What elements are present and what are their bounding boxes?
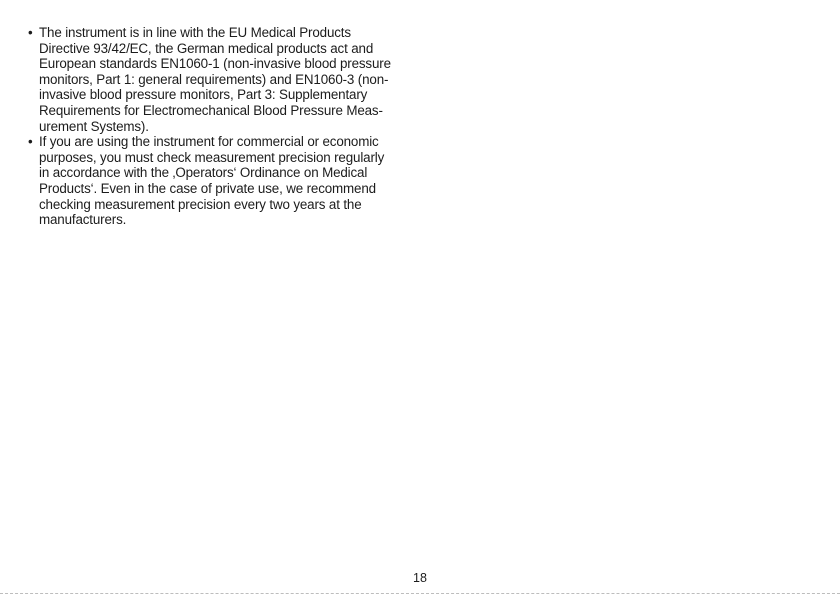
page-bottom-divider <box>0 593 840 594</box>
bullet-list <box>28 25 428 228</box>
text-line: invasive blood pressure monitors, Part 3: Supplementary <box>39 87 368 103</box>
page-number: 18 <box>413 571 427 585</box>
bullet-dot-icon: • <box>28 134 33 150</box>
bullet-item-precision-check <box>28 134 428 228</box>
text-line: If you are using the instrument for commercial or economic <box>39 134 379 150</box>
text-line: urement Systems). <box>39 118 149 134</box>
text-line: Directive 93/42/EC, the German medical products act and <box>39 40 374 56</box>
text-line: European standards EN1060-1 (non-invasive blood pressure <box>39 56 391 72</box>
bullet-item-conformity <box>28 25 428 134</box>
text-line: checking measurement precision every two years at the <box>39 196 362 212</box>
text-line: The instrument is in line with the EU Medical Products <box>39 25 351 40</box>
text-line: in accordance with the ‚Operators‘ Ordinance on Medical <box>39 165 368 181</box>
document-body <box>28 25 428 228</box>
bullet-dot-icon: • <box>28 25 33 40</box>
text-line: Products‘. Even in the case of private use, we recommend <box>39 180 376 196</box>
text-line: Requirements for Electromechanical Blood Pressure Meas- <box>39 102 383 118</box>
text-line: manufacturers. <box>39 212 127 228</box>
text-line: monitors, Part 1: general requirements) and EN1060-3 (non- <box>39 71 389 87</box>
text-line: purposes, you must check measurement precision regularly <box>39 149 385 165</box>
